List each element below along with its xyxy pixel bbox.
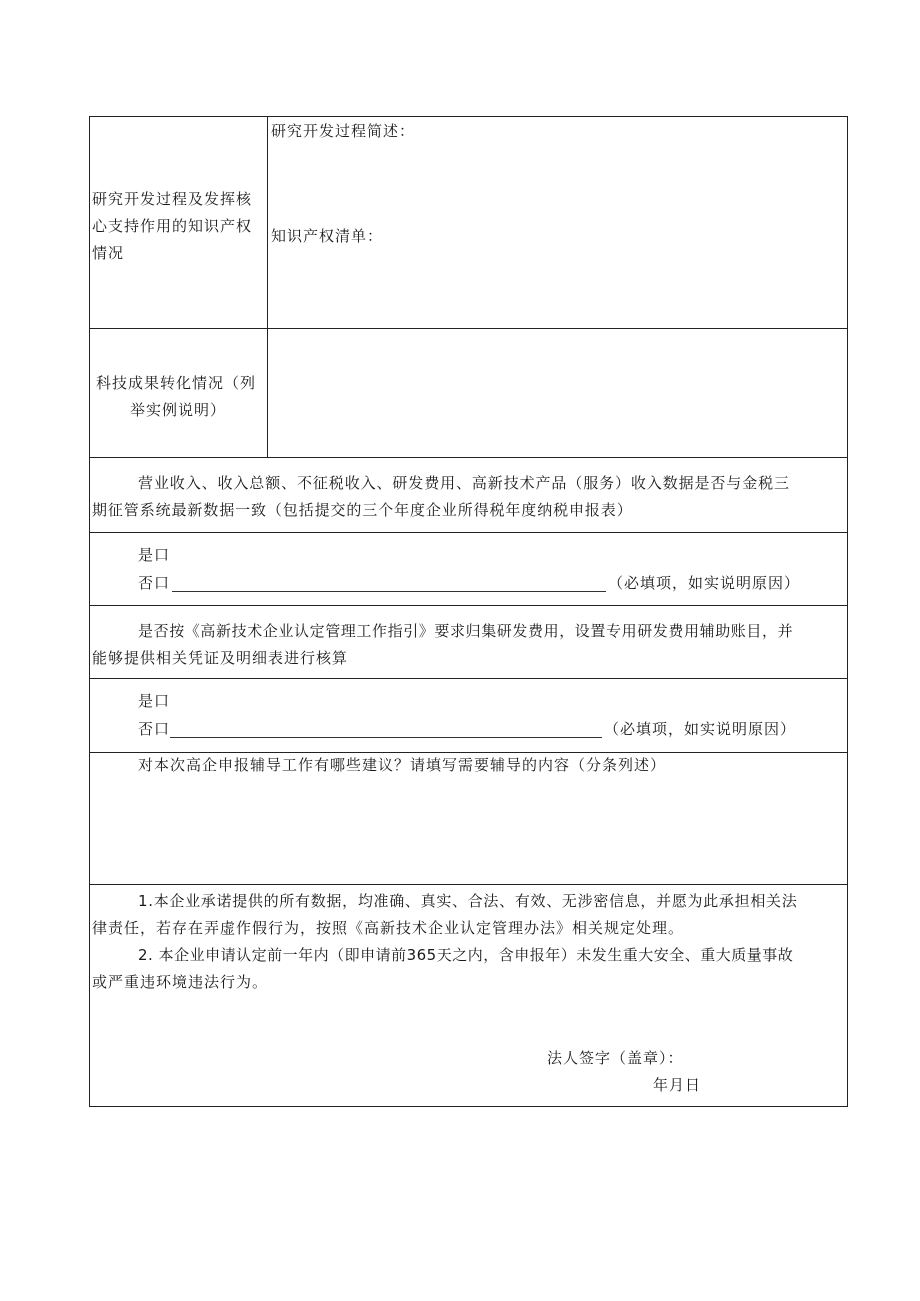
suggestion-input-area[interactable] [90, 779, 847, 883]
declaration-line-3: 2. 本企业申请认定前一年内（即申请前365天之内，含申报年）未发生重大安全、重大质量事故 [138, 946, 794, 964]
expense-answer-row [90, 679, 847, 753]
expense-required-note: （必填项，如实说明原因） [604, 720, 797, 738]
declaration-line-4: 或严重违环境违法行为。 [92, 973, 269, 991]
expense-yes-checkbox[interactable]: 是口 [138, 692, 171, 710]
rd-label-line-1: 研究开发过程及发挥核 [92, 190, 253, 208]
rd-expense-question-row [90, 606, 847, 679]
rd-label-line-3: 情况 [92, 244, 125, 262]
expense-no-checkbox[interactable]: 否口 [138, 720, 171, 738]
signature-date-label: 年月日 [653, 1076, 702, 1094]
ip-list-label: 知识产权清单： [271, 227, 384, 245]
legal-rep-signature-label: 法人签字（盖章）： [547, 1049, 684, 1067]
tax-answer-row [90, 533, 847, 606]
application-form-table [89, 116, 848, 1107]
tech-label-line-1: 科技成果转化情况（列 [96, 374, 257, 392]
suggestion-prompt: 对本次高企申报辅导工作有哪些建议？请填写需要辅导的内容（分条列述） [138, 756, 667, 774]
tax-question-line-1: 营业收入、收入总额、不征税收入、研发费用、高新技术产品（服务）收入数据是否与金税三 [138, 474, 790, 492]
rd-process-label-cell [90, 117, 268, 328]
tax-consistency-question-row [90, 458, 847, 533]
tax-question-line-2: 期征管系统最新数据一致（包括提交的三个年度企业所得税年度纳税申报表） [92, 501, 633, 519]
rd-label-line-2: 心支持作用的知识产权 [92, 217, 253, 235]
expense-reason-field[interactable] [170, 737, 602, 738]
tech-transfer-label-cell [90, 329, 268, 457]
suggestion-row [90, 753, 847, 885]
tax-reason-field[interactable] [172, 591, 606, 592]
tax-no-checkbox[interactable]: 否口 [138, 574, 171, 592]
tax-yes-checkbox[interactable]: 是口 [138, 546, 171, 564]
declaration-row [90, 885, 847, 1106]
expense-question-line-1: 是否按《高新技术企业认定管理工作指引》要求归集研发费用，设置专用研发费用辅助账目，并 [138, 622, 794, 640]
declaration-line-1: 1.本企业承诺提供的所有数据，均准确、真实、合法、有效、无涉密信息，并愿为此承担相关法 [138, 892, 798, 910]
declaration-line-2: 律责任，若存在弄虚作假行为，按照《高新技术企业认定管理办法》相关规定处理。 [92, 919, 685, 937]
rd-process-summary-label: 研究开发过程简述： [271, 122, 416, 140]
tech-transfer-row [90, 329, 847, 458]
rd-process-row [90, 117, 847, 329]
tax-required-note: （必填项，如实说明原因） [608, 574, 801, 592]
expense-question-line-2: 能够提供相关凭证及明细表进行核算 [92, 649, 349, 667]
tech-label-line-2: 举实例说明） [130, 401, 227, 419]
